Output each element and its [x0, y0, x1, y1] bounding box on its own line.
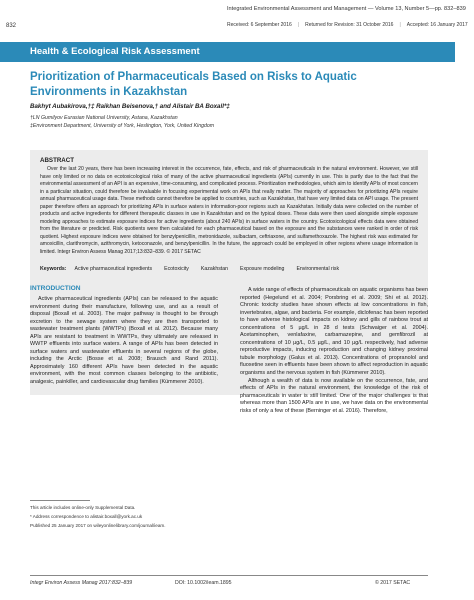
footnote-published: Published 25 January 2017 on wileyonlinelibrary.com/journal/ieam.	[30, 523, 166, 528]
body-paragraph: A wide range of effects of pharmaceuticals on aquatic organisms has been reported (Hegelund et al. 2004; Porsbring et al. 2009; Shi et al. 2012). Chronic toxicity studies have shown effects at low concentrations in fish, invertebrates, algae, and bacteria. For example, diclofenac has been reported to have adverse histological impacts on kidney and gills of rainbow trout at concentrations of 5 µg/L in 28 d tests (Schwaiger et al. 2004). Acetaminophen, venlafaxine, carbamazepine, and gemfibrozil at concentrations of 10 µg/L, 0.5 µg/L, and 10 µg/L respectively, had adverse reproductive impacts, inducing reproduction and changing kidney proximal tubule morphology (Galus et al. 2013). Concentrations of propranolol and fluoxetine seen in effluents have been shown to affect reproduction in aquatic organisms and the nervous system in fish (Kümmerer 2010).	[240, 287, 428, 377]
body-paragraph: Although a wealth of data is now available on the occurrence, fate, and effects of APIs in the natural environment, the knowledge of the risk of pharmaceuticals in water is still limited. One of the major challenges is that whereas more than 1500 APIs are in use, we have data on the environmental risks of only a few of these (Berninger et al. 2016). Therefore,	[240, 377, 428, 414]
page-number: 832	[6, 23, 17, 29]
affiliation-1: †LN Gumilyov Eurasian National University, Astana, Kazakhstan	[30, 115, 178, 121]
footnote-supplemental: This article includes online-only Supplemental Data.	[30, 505, 136, 510]
abstract-heading: ABSTRACT	[40, 157, 75, 164]
footer-citation: Integr Environ Assess Manag 2017:832–839	[30, 580, 133, 586]
abstract-text: Over the last 20 years, there has been increasing interest in the occurrence, fate, effects, and risk of pharmaceuticals in the natural environment. However, we still have only limited or no data on ecotoxicological risks of many of the active pharmaceutical ingredients (APIs) currently in use. This is partly due to the fact that the environmental assessment of an API is an expensive, time-consuming, and complicated process. Prioritization methodologies, which aim to identify APIs of most concern in a particular situation, could therefore be invaluable in focusing experimental work on APIs that really matter. The majority of approaches for prioritizing APIs require annual pharmaceutical usage data. These methods cannot therefore be applied to countries, such as Kazakhstan, that have very limited data on API usage. The present paper therefore offers an approach for prioritizing APIs in surface waters in information-poor regions such as Kazakhstan. Initially data were collected on the number of products and active ingredients for different therapeutic classes in use in Kazakhstan and on the typical doses. These data were then used alongside simple exposure modeling approaches to estimate exposure indices for active ingredients (about 240 APIs) in surface waters in the country. Ecotoxicological effects data were obtained from the literature or predicted. Risk quotients were then calculated for each pharmaceutical based on the exposure and the substances were ranked in order of risk quotient. Highest exposure indices were obtained for benzylpenicillin, metronidazole, sulbactam, ceftriaxone, and sulfamethoxazole. The highest risk was estimated for amoxicillin, clarithromycin, azithromycin, ketoconazole, and benzylpenicillin. In the future, the approach could be employed in other regions where usage information is limited. Integr Environ Assess Manag 2017;13:832–839. © 2017 SETAC	[40, 166, 418, 256]
article-dates	[227, 22, 474, 28]
returned-date: Returned for Revision: 31 October 2016	[305, 22, 394, 28]
footer-rule	[30, 575, 428, 576]
left-column	[30, 296, 218, 387]
keyword: Exposure modeling	[240, 266, 285, 272]
accepted-date: Accepted: 16 January 2017	[406, 22, 468, 28]
affiliations	[30, 115, 430, 130]
introduction-heading: INTRODUCTION	[30, 285, 81, 292]
keyword: Kazakhstan	[200, 266, 229, 272]
footnote-rule	[30, 500, 90, 501]
author-list: Bakhyt Aubakirova,†‡ Raikhan Beisenova,† and Alistair BA Boxall*‡	[30, 103, 230, 110]
section-banner-label: Health & Ecological Risk Assessment	[30, 46, 200, 57]
keyword: Environmental risk	[296, 266, 340, 272]
keyword: Active pharmaceutical ingredients	[74, 266, 153, 272]
body-paragraph: Active pharmaceutical ingredients (APIs) can be released to the aquatic environment during their manufacture, following use, and as a result of disposal (Boxall et al. 2003). The major pathway is thought to be through excretion to the sewage system where they are then transported to wastewater treatment plants (WWTPs) (Boxall et al. 2012). Because many APIs are resistant to treatment in WWTPs, they ultimately are released in WWTP effluents into surface waters. A range of APIs has been detected in surface waters and wastewater effluents in several regions of the globe, including the Arctic (Bosse et al. 2008; Brausch and Rand 2011). Approximately 160 different APIs have been detected in the aquatic environment, with the most common classes belonging to the antibiotic, analgesic, painkiller, and cardiovascular drug families (Kümmerer 2010).	[30, 296, 218, 386]
footer-copyright: © 2017 SETAC	[375, 580, 411, 586]
right-column	[240, 287, 428, 415]
journal-header: Integrated Environmental Assessment and Management — Volume 13, Number 5—pp. 832–839	[227, 6, 466, 12]
affiliation-2: ‡Environment Department, University of York, Heslington, York, United Kingdom	[30, 122, 215, 129]
date-separator: |	[399, 22, 401, 28]
date-separator: |	[297, 22, 300, 28]
footnote-correspondence: * Address correspondence to alistair.boxall@york.ac.uk	[30, 514, 143, 519]
keyword: Ecotoxicity	[164, 266, 189, 272]
keywords-label: Keywords:	[40, 266, 67, 272]
received-date: Received: 6 September 2016	[227, 22, 292, 28]
keywords-line	[40, 266, 351, 272]
footer-doi: DOI: 10.1002/ieam.1895	[175, 580, 232, 586]
article-title: Prioritization of Pharmaceuticals Based on Risks to Aquatic Environments in Kazakhstan	[30, 71, 357, 98]
